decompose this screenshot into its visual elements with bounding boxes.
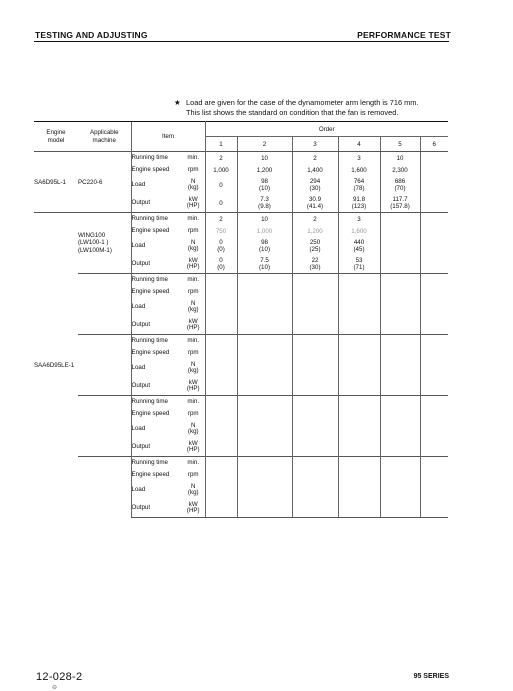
value-cell [420,286,448,298]
item-label: Output [131,499,182,518]
value-cell [338,316,380,335]
value-cell [237,316,292,335]
value-cell [380,213,420,226]
item-label: Load [131,176,182,194]
value-cell: 1,200 [292,225,338,237]
value-cell [420,438,448,457]
item-label: Load [131,359,182,377]
value-cell [292,420,338,438]
value-cell [420,237,448,255]
unit-label: kW (HP) [182,377,205,396]
table-row [34,335,448,348]
order-number: 6 [420,137,448,152]
header-rule [34,41,449,42]
value-cell: 2 [205,213,237,226]
value-cell: 53 (71) [338,255,380,274]
unit-label: min. [182,213,205,226]
value-cell [205,396,237,409]
value-cell: 22 (30) [292,255,338,274]
table-row [34,152,448,165]
value-cell [380,481,420,499]
item-label: Engine speed [131,408,182,420]
value-cell [205,469,237,481]
item-label: Running time [131,274,182,287]
value-cell [420,316,448,335]
value-cell: 10 [237,152,292,165]
value-cell [420,457,448,470]
value-cell [338,481,380,499]
item-label: Running time [131,152,182,165]
value-cell [237,335,292,348]
unit-label: N (kg) [182,359,205,377]
value-cell [380,396,420,409]
value-cell [420,469,448,481]
value-cell [205,420,237,438]
series-label: 95 SERIES [413,673,449,680]
value-cell: 1,000 [237,225,292,237]
value-cell [292,499,338,518]
value-cell [237,499,292,518]
header-item: Item [131,122,205,152]
unit-label: kW (HP) [182,255,205,274]
value-cell [338,420,380,438]
value-cell: 7.5 (10) [237,255,292,274]
value-cell [237,457,292,470]
value-cell [205,377,237,396]
value-cell [205,274,237,287]
item-label: Load [131,298,182,316]
value-cell [292,359,338,377]
order-number: 1 [205,137,237,152]
value-cell [205,335,237,348]
table-row [34,457,448,470]
value-cell [420,225,448,237]
machine-cell [78,335,131,396]
value-cell: 30.9 (41.4) [292,194,338,213]
value-cell [205,298,237,316]
value-cell: 750 [205,225,237,237]
item-label: Engine speed [131,225,182,237]
value-cell [380,237,420,255]
value-cell [380,225,420,237]
value-cell [205,438,237,457]
value-cell [205,286,237,298]
header-engine-model: Engine model [34,122,78,152]
value-cell [380,420,420,438]
value-cell: 2 [292,213,338,226]
unit-label: min. [182,396,205,409]
unit-label: N (kg) [182,420,205,438]
unit-label: kW (HP) [182,499,205,518]
note-line-1: Load are given for the case of the dynamometer arm length is 716 mm. [186,98,419,107]
value-cell [420,481,448,499]
order-number: 5 [380,137,420,152]
unit-label: rpm [182,347,205,359]
value-cell [237,408,292,420]
value-cell [420,152,448,165]
unit-label: N (kg) [182,237,205,255]
value-cell [420,176,448,194]
value-cell [292,347,338,359]
value-cell [420,213,448,226]
table-row [34,213,448,226]
value-cell [380,469,420,481]
value-cell: 0 [205,176,237,194]
star-icon: ★ [174,98,181,107]
value-cell: 764 (78) [338,176,380,194]
machine-cell: WING100 (LW100-1 ) (LW100M-1) [78,213,131,274]
value-cell [292,438,338,457]
value-cell [338,396,380,409]
value-cell [338,377,380,396]
footer-mark: ⊖ [52,685,58,691]
value-cell [237,274,292,287]
item-label: Running time [131,213,182,226]
value-cell [237,469,292,481]
order-number: 2 [237,137,292,152]
page-title: PERFORMANCE TEST [357,30,451,40]
value-cell [420,164,448,176]
item-label: Engine speed [131,347,182,359]
engine-model-cell: SA6D95L-1 [34,152,78,213]
value-cell [237,396,292,409]
value-cell: 0 [205,194,237,213]
value-cell [292,481,338,499]
value-cell [380,438,420,457]
value-cell [292,457,338,470]
value-cell: 2 [205,152,237,165]
value-cell: 686 (70) [380,176,420,194]
value-cell: 3 [338,152,380,165]
value-cell [420,335,448,348]
value-cell [237,347,292,359]
page-number: 12-028-2 [36,671,83,683]
value-cell: 1,600 [338,225,380,237]
item-label: Output [131,194,182,213]
value-cell [380,359,420,377]
value-cell [420,499,448,518]
performance-table [34,121,448,518]
value-cell [338,359,380,377]
unit-label: min. [182,457,205,470]
unit-label: rpm [182,408,205,420]
value-cell [237,286,292,298]
value-cell: 1,200 [237,164,292,176]
unit-label: rpm [182,286,205,298]
value-cell [205,316,237,335]
value-cell [338,298,380,316]
order-number: 4 [338,137,380,152]
item-label: Running time [131,457,182,470]
value-cell [237,298,292,316]
unit-label: kW (HP) [182,438,205,457]
value-cell [237,420,292,438]
value-cell: 98 (10) [237,237,292,255]
item-label: Running time [131,335,182,348]
value-cell [292,396,338,409]
item-label: Engine speed [131,164,182,176]
value-cell [420,359,448,377]
unit-label: rpm [182,469,205,481]
unit-label: rpm [182,225,205,237]
value-cell: 2 [292,152,338,165]
value-cell [420,396,448,409]
unit-label: kW (HP) [182,316,205,335]
table-row [34,274,448,287]
value-cell [420,298,448,316]
value-cell [338,274,380,287]
value-cell [420,420,448,438]
value-cell [338,469,380,481]
machine-cell [78,396,131,457]
value-cell [292,335,338,348]
value-cell [292,298,338,316]
value-cell [420,274,448,287]
value-cell: 250 (25) [292,237,338,255]
machine-cell [78,274,131,335]
unit-label: N (kg) [182,298,205,316]
value-cell [380,335,420,348]
value-cell: 91.8 (123) [338,194,380,213]
header-machine: Applicable machine [78,122,131,152]
value-cell: 10 [380,152,420,165]
item-label: Load [131,237,182,255]
value-cell: 0 (0) [205,237,237,255]
header-order: Order [205,122,448,137]
value-cell [205,499,237,518]
unit-label: min. [182,274,205,287]
value-cell: 0 (0) [205,255,237,274]
value-cell: 10 [237,213,292,226]
value-cell [380,286,420,298]
value-cell [292,377,338,396]
value-cell [338,408,380,420]
value-cell [292,408,338,420]
item-label: Output [131,438,182,457]
engine-model-cell: SAA6D95LE-1 [34,213,78,518]
item-label: Running time [131,396,182,409]
value-cell: 98 (10) [237,176,292,194]
value-cell [237,377,292,396]
section-title: TESTING AND ADJUSTING [35,30,148,40]
value-cell [205,457,237,470]
value-cell [338,457,380,470]
value-cell [338,335,380,348]
value-cell: 440 (45) [338,237,380,255]
value-cell [205,408,237,420]
unit-label: N (kg) [182,176,205,194]
value-cell [420,377,448,396]
value-cell [237,359,292,377]
value-cell [380,255,420,274]
value-cell [292,469,338,481]
machine-cell: PC220-6 [78,152,131,213]
value-cell [338,347,380,359]
value-cell: 3 [338,213,380,226]
unit-label: min. [182,335,205,348]
value-cell [237,481,292,499]
value-cell: 7.3 (9.8) [237,194,292,213]
value-cell: 1,000 [205,164,237,176]
value-cell [380,499,420,518]
value-cell [380,377,420,396]
value-cell [205,481,237,499]
value-cell [237,438,292,457]
machine-cell [78,457,131,518]
value-cell: 1,600 [338,164,380,176]
value-cell [380,298,420,316]
unit-label: rpm [182,164,205,176]
value-cell [420,347,448,359]
unit-label: N (kg) [182,481,205,499]
table-row [34,396,448,409]
value-cell [338,499,380,518]
value-cell [338,438,380,457]
value-cell [380,408,420,420]
item-label: Engine speed [131,286,182,298]
value-cell [292,274,338,287]
value-cell [205,359,237,377]
note-line-2: This list shows the standard on condition that the fan is removed. [186,107,399,117]
value-cell: 294 (30) [292,176,338,194]
item-label: Output [131,316,182,335]
item-label: Output [131,377,182,396]
value-cell [292,286,338,298]
value-cell [205,347,237,359]
unit-label: min. [182,152,205,165]
value-cell: 1,400 [292,164,338,176]
value-cell [380,316,420,335]
value-cell [338,286,380,298]
order-number: 3 [292,137,338,152]
item-label: Load [131,420,182,438]
item-label: Load [131,481,182,499]
value-cell [420,408,448,420]
value-cell [420,194,448,213]
value-cell: 2,300 [380,164,420,176]
unit-label: kW (HP) [182,194,205,213]
value-cell: 117.7 (157.8) [380,194,420,213]
item-label: Engine speed [131,469,182,481]
value-cell [380,274,420,287]
value-cell [380,347,420,359]
value-cell [380,457,420,470]
value-cell [420,255,448,274]
item-label: Output [131,255,182,274]
value-cell [292,316,338,335]
